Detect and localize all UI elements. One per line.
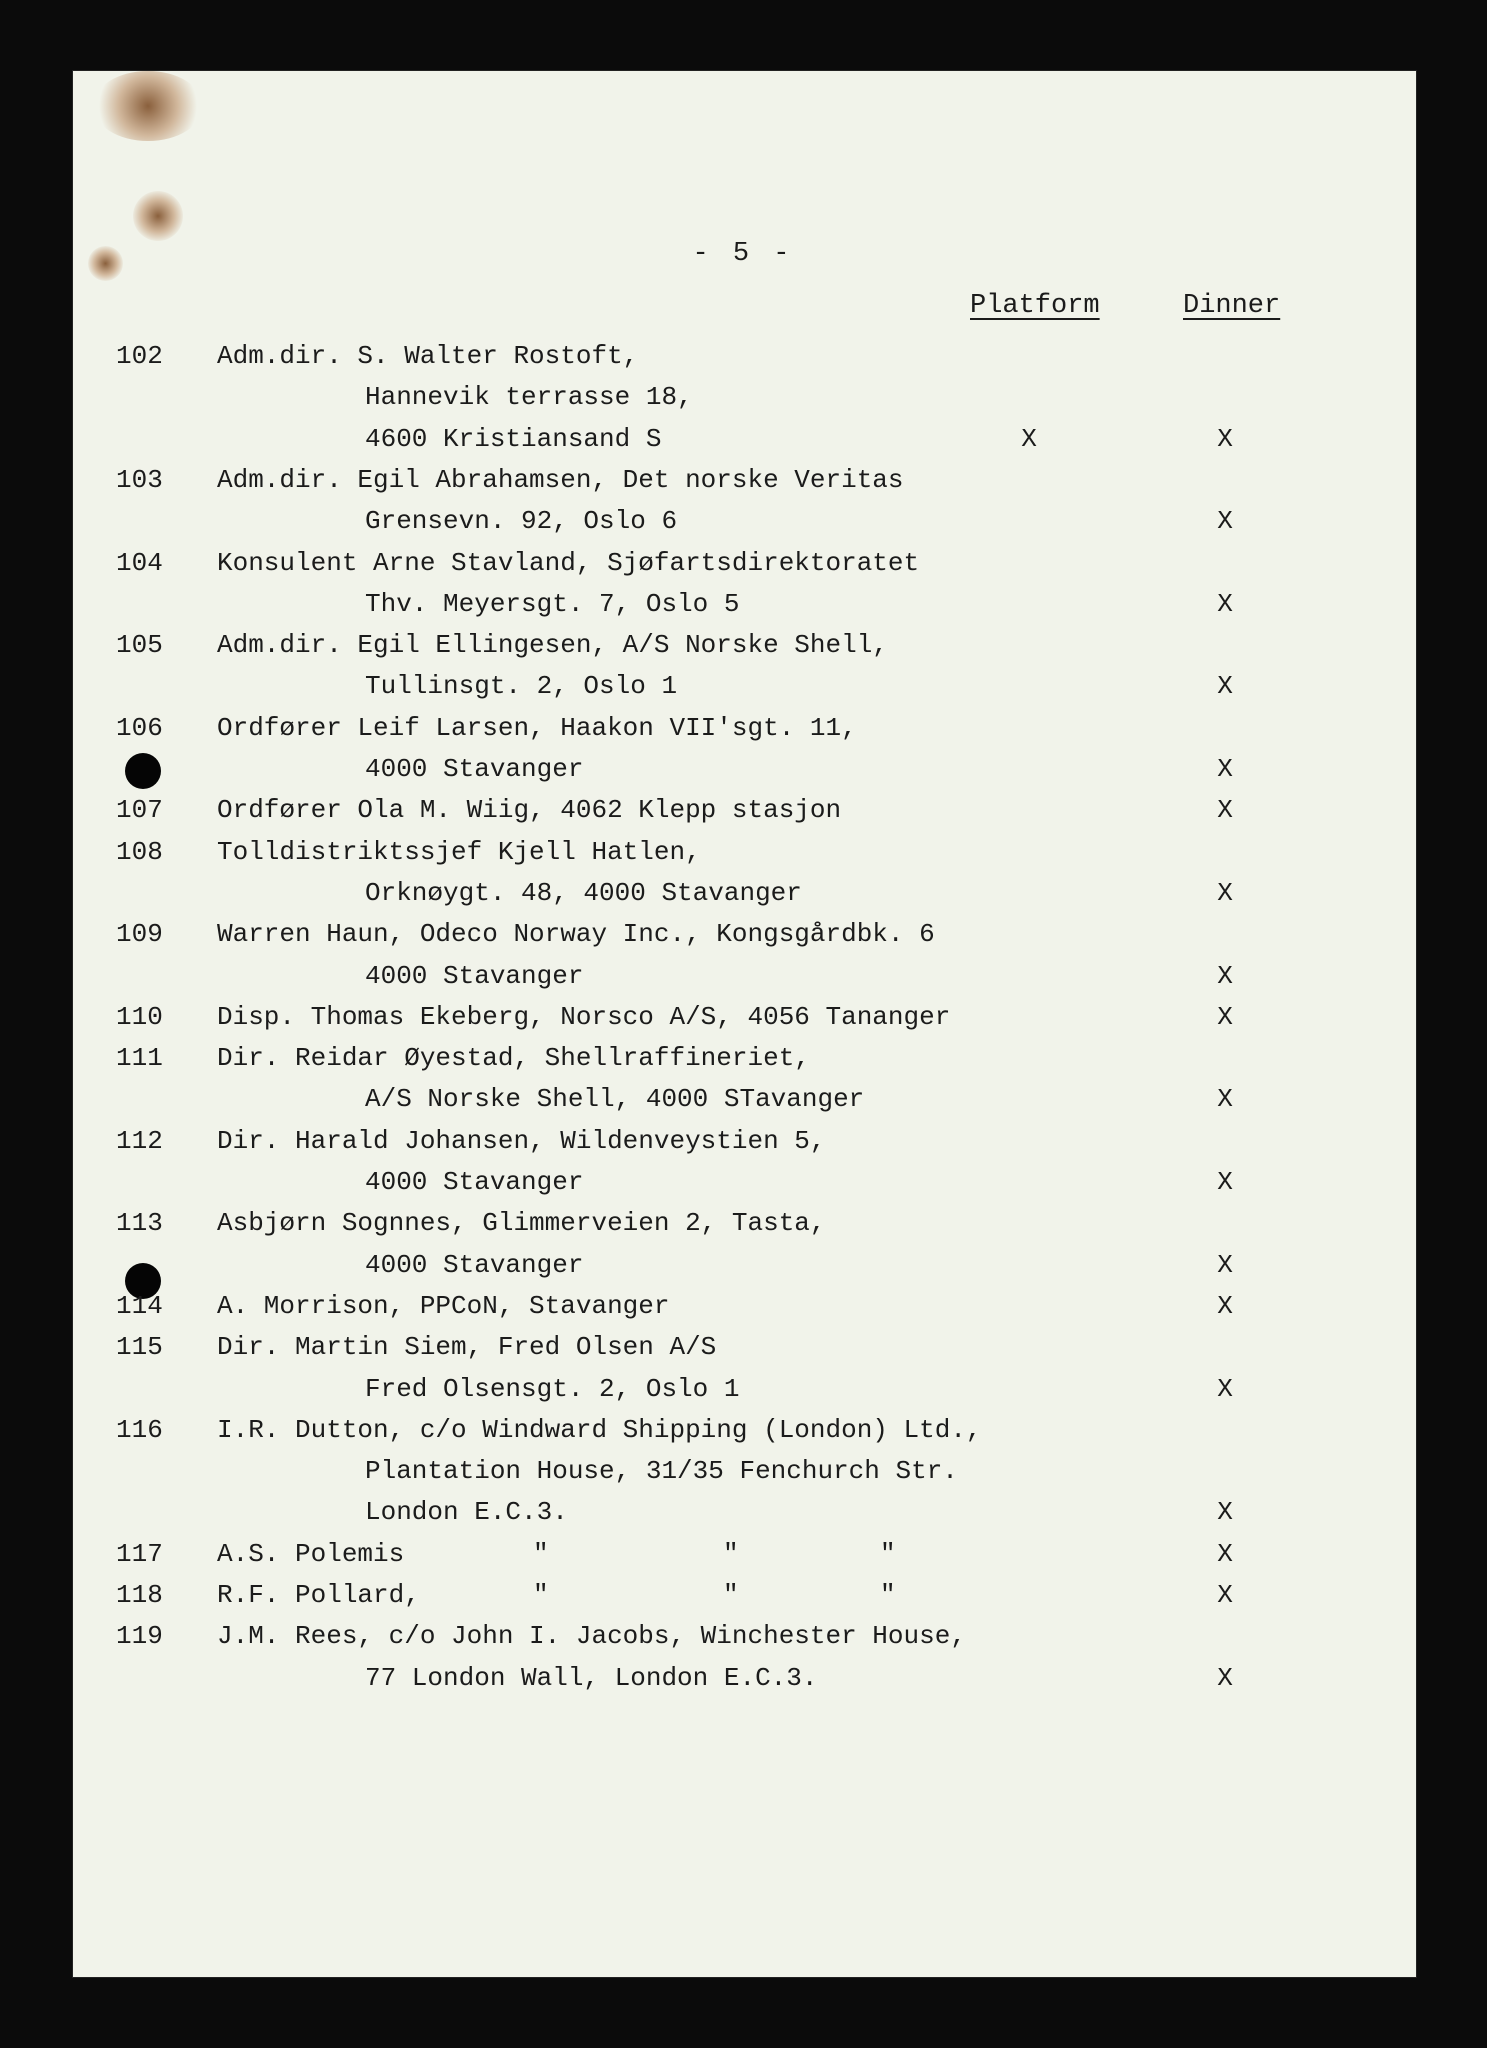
entry-line xyxy=(73,584,1416,624)
entry-name: A. Morrison, PPCoN, Stavanger xyxy=(217,1291,670,1321)
entry-line xyxy=(73,997,1416,1037)
entry-name: Ordfører Leif Larsen, Haakon VII'sgt. 11, xyxy=(217,713,857,743)
dinner-mark: X xyxy=(1217,424,1233,454)
entry-address: 77 London Wall, London E.C.3. xyxy=(365,1663,818,1693)
entry-line xyxy=(73,749,1416,789)
entry-line xyxy=(73,1079,1416,1119)
entry-number: 117 xyxy=(116,1539,163,1569)
entry-address: Plantation House, 31/35 Fenchurch Str. xyxy=(365,1456,958,1486)
entry-line xyxy=(73,1203,1416,1243)
entry-address: 4000 Stavanger xyxy=(365,754,584,784)
entry-line xyxy=(73,914,1416,954)
entry-name: R.F. Pollard, xyxy=(217,1580,420,1610)
burn-mark xyxy=(93,71,203,141)
entry-number: 118 xyxy=(116,1580,163,1610)
dinner-mark: X xyxy=(1217,1084,1233,1114)
entry-name: Asbjørn Sognnes, Glimmerveien 2, Tasta, xyxy=(217,1208,826,1238)
entry-address: 4000 Stavanger xyxy=(365,1167,584,1197)
dinner-mark: X xyxy=(1217,1167,1233,1197)
entry-address: Grensevn. 92, Oslo 6 xyxy=(365,506,678,536)
entry-line xyxy=(73,1534,1416,1574)
entry-line xyxy=(73,1616,1416,1656)
entry-line xyxy=(73,1038,1416,1078)
entry-line xyxy=(73,501,1416,541)
ditto-mark: " xyxy=(723,1580,739,1610)
entry-name: Dir. Reidar Øyestad, Shellraffineriet, xyxy=(217,1043,810,1073)
entry-line xyxy=(73,873,1416,913)
entry-number: 105 xyxy=(116,630,163,660)
entry-number: 109 xyxy=(116,919,163,949)
entry-number: 104 xyxy=(116,548,163,578)
ditto-mark: " xyxy=(533,1539,549,1569)
entry-number: 110 xyxy=(116,1002,163,1032)
entry-number: 102 xyxy=(116,341,163,371)
page-number: - 5 - xyxy=(692,239,794,269)
entry-name: Disp. Thomas Ekeberg, Norsco A/S, 4056 Tananger xyxy=(217,1002,951,1032)
entry-line xyxy=(73,1121,1416,1161)
entry-line xyxy=(73,832,1416,872)
entry-name: A.S. Polemis xyxy=(217,1539,405,1569)
entry-line xyxy=(73,1162,1416,1202)
entry-number: 111 xyxy=(116,1043,163,1073)
dinner-mark: X xyxy=(1217,1580,1233,1610)
entry-number: 114 xyxy=(116,1291,163,1321)
entry-name: I.R. Dutton, c/o Windward Shipping (London) Ltd., xyxy=(217,1415,982,1445)
entry-number: 112 xyxy=(116,1126,163,1156)
dinner-mark: X xyxy=(1217,1663,1233,1693)
dinner-mark: X xyxy=(1217,878,1233,908)
entry-name: Tolldistriktssjef Kjell Hatlen, xyxy=(217,837,701,867)
entry-name: Dir. Harald Johansen, Wildenveystien 5, xyxy=(217,1126,826,1156)
dinner-mark: X xyxy=(1217,1291,1233,1321)
entry-name: J.M. Rees, c/o John I. Jacobs, Winchester House, xyxy=(217,1621,966,1651)
entry-line xyxy=(73,419,1416,459)
dinner-mark: X xyxy=(1217,795,1233,825)
platform-mark: X xyxy=(1021,424,1037,454)
entry-number: 108 xyxy=(116,837,163,867)
entry-line xyxy=(73,708,1416,748)
entry-line xyxy=(73,1327,1416,1367)
entry-line xyxy=(73,1492,1416,1532)
entry-line xyxy=(73,1575,1416,1615)
entry-name: Adm.dir. S. Walter Rostoft, xyxy=(217,341,639,371)
document-page xyxy=(72,70,1417,1978)
entry-line xyxy=(73,790,1416,830)
entry-name: Konsulent Arne Stavland, Sjøfartsdirektoratet xyxy=(217,548,920,578)
entry-address: 4600 Kristiansand S xyxy=(365,424,662,454)
entry-address: Thv. Meyersgt. 7, Oslo 5 xyxy=(365,589,740,619)
entry-address: London E.C.3. xyxy=(365,1497,568,1527)
entry-line xyxy=(73,1410,1416,1450)
entry-name: Warren Haun, Odeco Norway Inc., Kongsgårdbk. 6 xyxy=(217,919,935,949)
entry-line xyxy=(73,1245,1416,1285)
entry-name: Dir. Martin Siem, Fred Olsen A/S xyxy=(217,1332,717,1362)
dinner-mark: X xyxy=(1217,671,1233,701)
dinner-mark: X xyxy=(1217,1250,1233,1280)
entry-number: 119 xyxy=(116,1621,163,1651)
burn-mark xyxy=(88,246,123,281)
entry-line xyxy=(73,956,1416,996)
entry-name: Adm.dir. Egil Abrahamsen, Det norske Veritas xyxy=(217,465,904,495)
entry-address: 4000 Stavanger xyxy=(365,961,584,991)
burn-mark xyxy=(133,191,183,241)
entry-address: A/S Norske Shell, 4000 STavanger xyxy=(365,1084,865,1114)
entry-address: 4000 Stavanger xyxy=(365,1250,584,1280)
ditto-mark: " xyxy=(723,1539,739,1569)
entry-address: Tullinsgt. 2, Oslo 1 xyxy=(365,671,678,701)
entry-line xyxy=(73,336,1416,376)
column-header-dinner: Dinner xyxy=(1183,291,1281,321)
entry-number: 107 xyxy=(116,795,163,825)
ditto-mark: " xyxy=(880,1539,896,1569)
entry-name: Ordfører Ola M. Wiig, 4062 Klepp stasjon xyxy=(217,795,842,825)
entry-line xyxy=(73,1286,1416,1326)
dinner-mark: X xyxy=(1217,1539,1233,1569)
entry-line xyxy=(73,1658,1416,1698)
dinner-mark: X xyxy=(1217,589,1233,619)
dinner-mark: X xyxy=(1217,1497,1233,1527)
entry-line xyxy=(73,460,1416,500)
entry-number: 106 xyxy=(116,713,163,743)
entry-line xyxy=(73,543,1416,583)
entry-address: Fred Olsensgt. 2, Oslo 1 xyxy=(365,1374,740,1404)
entry-address: Hannevik terrasse 18, xyxy=(365,382,693,412)
dinner-mark: X xyxy=(1217,1374,1233,1404)
entry-number: 103 xyxy=(116,465,163,495)
entry-number: 113 xyxy=(116,1208,163,1238)
entry-number: 115 xyxy=(116,1332,163,1362)
dinner-mark: X xyxy=(1217,1002,1233,1032)
column-header-platform: Platform xyxy=(970,291,1100,321)
entry-line xyxy=(73,1451,1416,1491)
dinner-mark: X xyxy=(1217,961,1233,991)
entry-line xyxy=(73,625,1416,665)
ditto-mark: " xyxy=(880,1580,896,1610)
dinner-mark: X xyxy=(1217,754,1233,784)
dinner-mark: X xyxy=(1217,506,1233,536)
entry-line xyxy=(73,1369,1416,1409)
entry-name: Adm.dir. Egil Ellingesen, A/S Norske Shell, xyxy=(217,630,888,660)
ditto-mark: " xyxy=(533,1580,549,1610)
entry-line xyxy=(73,666,1416,706)
entry-line xyxy=(73,377,1416,417)
entry-address: Orknøygt. 48, 4000 Stavanger xyxy=(365,878,802,908)
entry-number: 116 xyxy=(116,1415,163,1445)
